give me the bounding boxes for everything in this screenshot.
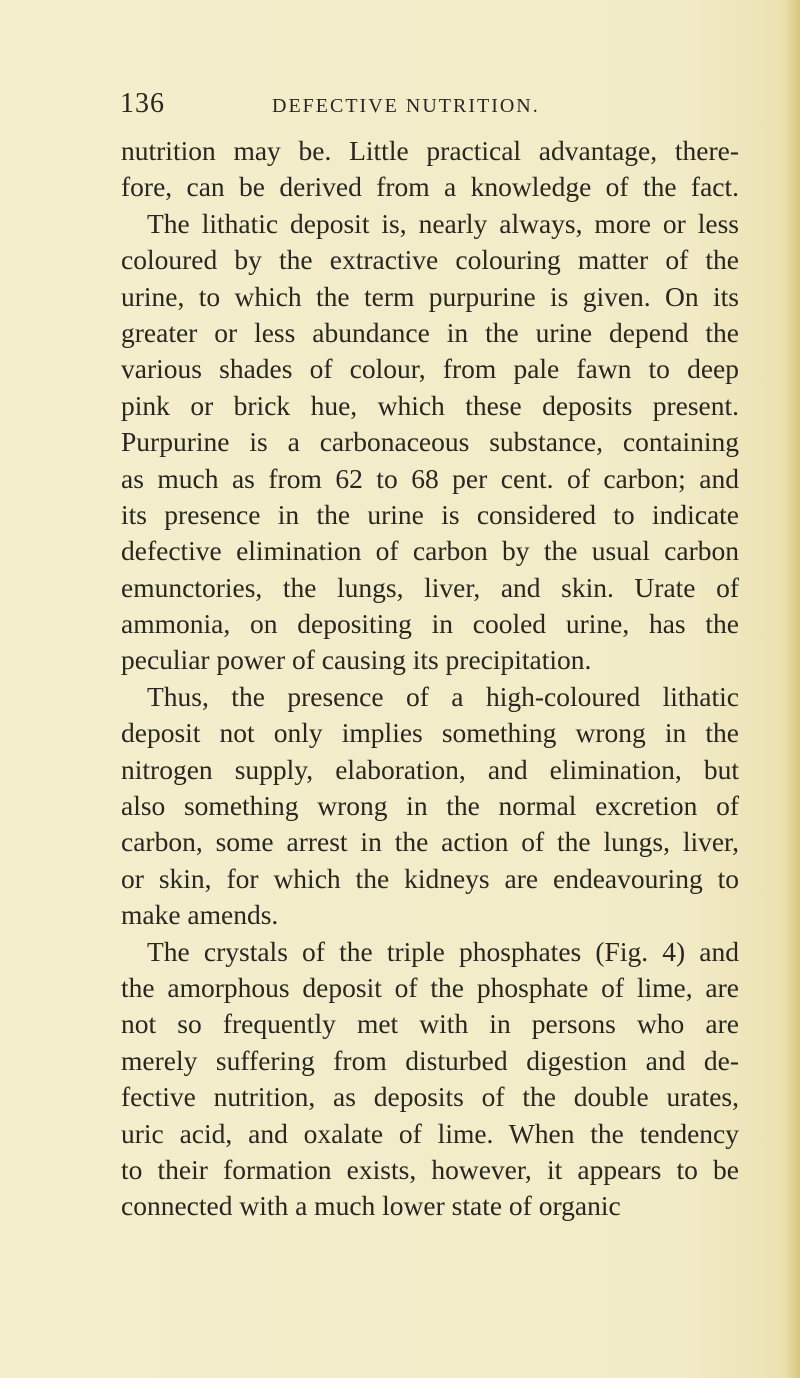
running-title: DEFECTIVE NUTRITION. [272,95,540,117]
text-line: greater or less abundance in the urine depend the [121,316,739,348]
text-line: connected with a much lower state of organic [121,1190,621,1222]
text-line: Thus, the presence of a high-coloured lithatic [147,680,739,712]
text-line: or skin, for which the kidneys are endeavouring to [121,862,739,894]
text-line: nitrogen supply, elaboration, and elimination, but [121,753,739,785]
text-line: not so frequently met with in persons who are [121,1008,739,1040]
text-line: make amends. [121,899,279,931]
text-line: the amorphous deposit of the phosphate of lime, are [121,971,739,1003]
text-line: urine, to which the term purpurine is given. On its [121,280,739,312]
text-line: ammonia, on depositing in cooled urine, has the [121,608,739,640]
text-line: defective elimination of carbon by the usual carbon [121,535,739,567]
text-line: various shades of colour, from pale fawn to deep [121,353,739,385]
text-line: fore, can be derived from a knowledge of the fact. [121,171,739,203]
text-line: uric acid, and oxalate of lime. When the tendency [121,1117,739,1149]
text-line: pink or brick hue, which these deposits present. [121,389,739,421]
text-line: The lithatic deposit is, nearly always, more or less [147,207,739,239]
text-line: carbon, some arrest in the action of the lungs, liver, [121,826,739,858]
text-line: its presence in the urine is considered to indicate [121,498,739,530]
page-edge [786,0,800,1378]
page-number: 136 [120,88,165,119]
page-header [120,84,740,124]
text-line: also something wrong in the normal excretion of [121,790,739,822]
text-line: emunctories, the lungs, liver, and skin. Urate of [121,571,739,603]
text-line: coloured by the extractive colouring matter of the [121,244,739,276]
text-line: as much as from 62 to 68 per cent. of carbon; and [121,462,739,494]
text-line: merely suffering from disturbed digestion and de- [121,1044,739,1076]
body-text [121,133,739,1225]
text-line: The crystals of the triple phosphates (Fig. 4) and [147,935,739,967]
text-line: peculiar power of causing its precipitation. [121,644,592,676]
text-line: fective nutrition, as deposits of the double urates, [121,1081,739,1113]
text-line: nutrition may be. Little practical advantage, there- [121,135,739,166]
text-line: deposit not only implies something wrong in the [121,717,739,749]
text-line: Purpurine is a carbonaceous substance, containing [121,426,739,458]
text-line: to their formation exists, however, it appears to be [121,1153,739,1185]
